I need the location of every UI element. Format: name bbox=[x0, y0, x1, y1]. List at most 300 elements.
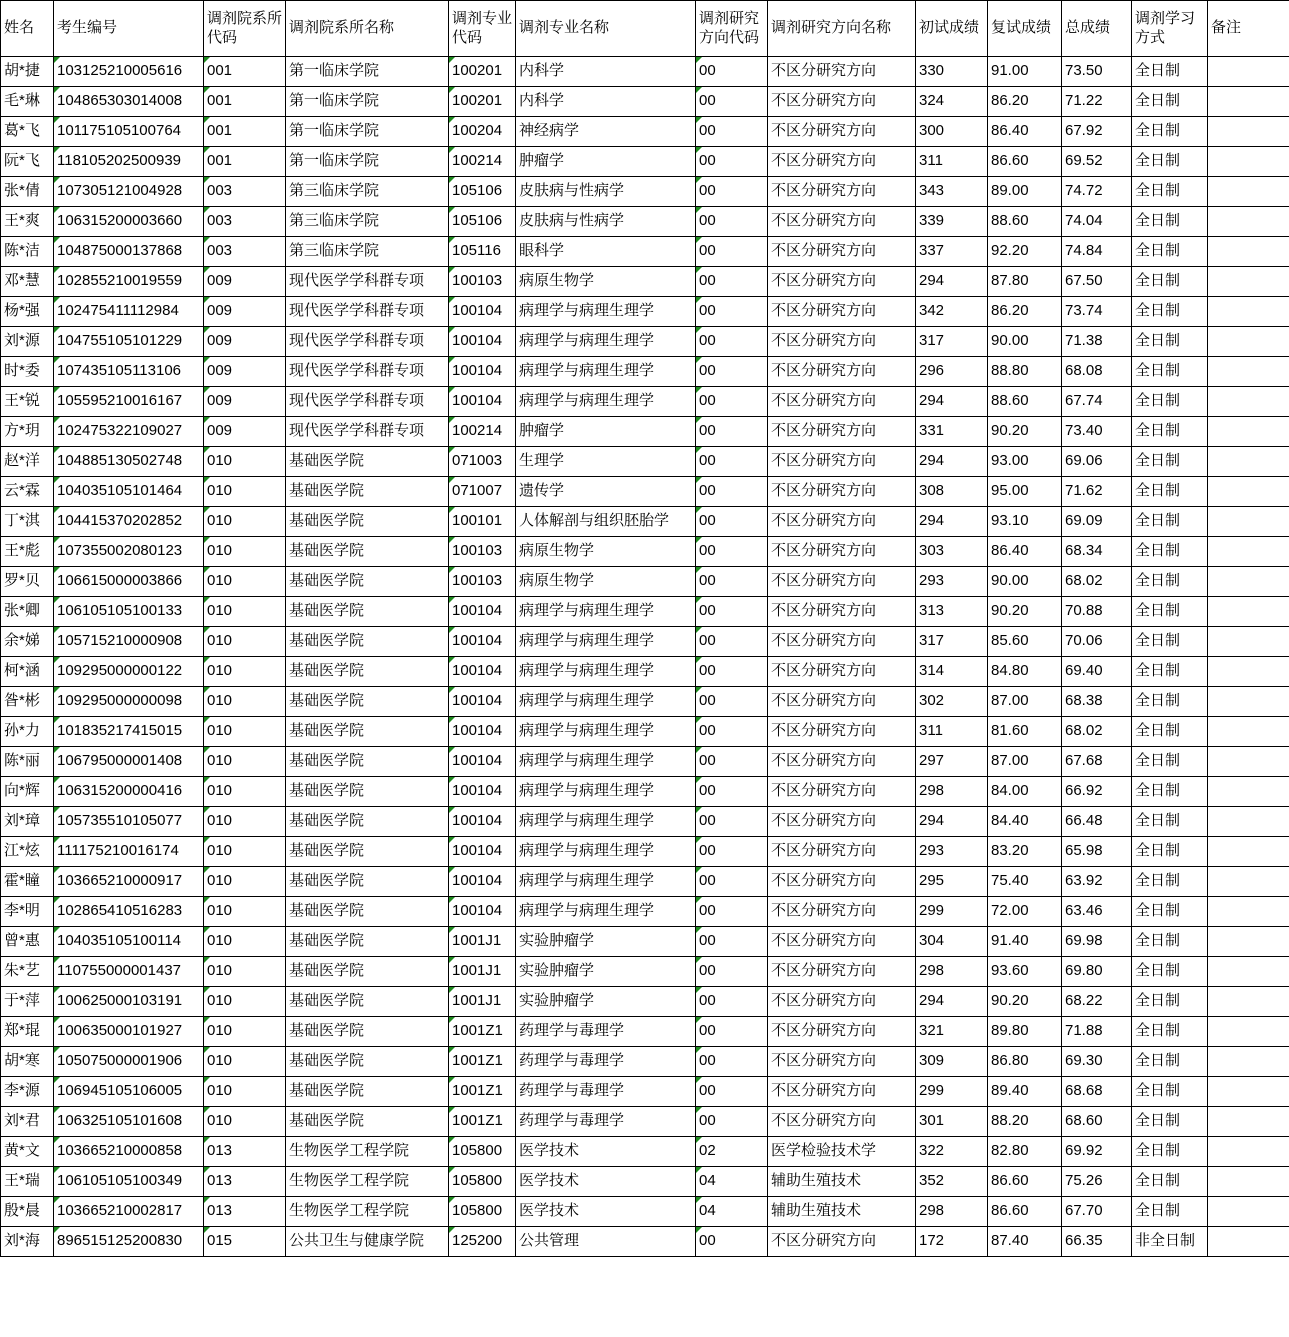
cell[interactable]: 不区分研究方向 bbox=[768, 1047, 916, 1077]
cell[interactable]: 杨*强 bbox=[1, 297, 54, 327]
cell[interactable]: 003 bbox=[204, 177, 286, 207]
cell[interactable]: 106105105100133 bbox=[54, 597, 204, 627]
cell[interactable]: 不区分研究方向 bbox=[768, 687, 916, 717]
cell[interactable]: 不区分研究方向 bbox=[768, 777, 916, 807]
cell[interactable]: 皮肤病与性病学 bbox=[516, 177, 696, 207]
cell[interactable]: 刘*源 bbox=[1, 327, 54, 357]
cell[interactable]: 全日制 bbox=[1132, 897, 1208, 927]
cell[interactable]: 病理学与病理生理学 bbox=[516, 597, 696, 627]
column-header-6[interactable]: 调剂研究方向代码 bbox=[696, 1, 768, 57]
cell[interactable]: 013 bbox=[204, 1137, 286, 1167]
cell[interactable]: 基础医学院 bbox=[286, 1077, 449, 1107]
cell[interactable]: 不区分研究方向 bbox=[768, 657, 916, 687]
cell[interactable]: 106325105101608 bbox=[54, 1107, 204, 1137]
cell[interactable] bbox=[1208, 777, 1289, 807]
cell[interactable]: 009 bbox=[204, 297, 286, 327]
cell[interactable]: 全日制 bbox=[1132, 657, 1208, 687]
cell[interactable]: 73.50 bbox=[1062, 57, 1132, 87]
cell[interactable] bbox=[1208, 1137, 1289, 1167]
cell[interactable]: 陈*丽 bbox=[1, 747, 54, 777]
cell[interactable]: 65.98 bbox=[1062, 837, 1132, 867]
cell[interactable]: 药理学与毒理学 bbox=[516, 1107, 696, 1137]
cell[interactable]: 100635000101927 bbox=[54, 1017, 204, 1047]
cell[interactable]: 黄*文 bbox=[1, 1137, 54, 1167]
cell[interactable]: 现代医学学科群专项 bbox=[286, 267, 449, 297]
cell[interactable]: 317 bbox=[916, 327, 988, 357]
cell[interactable] bbox=[1208, 837, 1289, 867]
cell[interactable]: 全日制 bbox=[1132, 177, 1208, 207]
cell[interactable]: 阮*飞 bbox=[1, 147, 54, 177]
cell[interactable]: 299 bbox=[916, 1077, 988, 1107]
cell[interactable]: 95.00 bbox=[988, 477, 1062, 507]
cell[interactable]: 邓*慧 bbox=[1, 267, 54, 297]
cell[interactable] bbox=[1208, 507, 1289, 537]
cell[interactable] bbox=[1208, 327, 1289, 357]
cell[interactable]: 王*锐 bbox=[1, 387, 54, 417]
cell[interactable]: 337 bbox=[916, 237, 988, 267]
cell[interactable]: 314 bbox=[916, 657, 988, 687]
cell[interactable]: 308 bbox=[916, 477, 988, 507]
cell[interactable]: 全日制 bbox=[1132, 327, 1208, 357]
cell[interactable]: 172 bbox=[916, 1227, 988, 1257]
cell[interactable]: 105116 bbox=[449, 237, 516, 267]
cell[interactable]: 孙*力 bbox=[1, 717, 54, 747]
cell[interactable]: 63.46 bbox=[1062, 897, 1132, 927]
cell[interactable]: 全日制 bbox=[1132, 87, 1208, 117]
cell[interactable]: 106795000001408 bbox=[54, 747, 204, 777]
cell[interactable] bbox=[1208, 237, 1289, 267]
cell[interactable]: 102855210019559 bbox=[54, 267, 204, 297]
cell[interactable]: 医学技术 bbox=[516, 1137, 696, 1167]
cell[interactable]: 82.80 bbox=[988, 1137, 1062, 1167]
cell[interactable]: 86.80 bbox=[988, 1047, 1062, 1077]
cell[interactable]: 病理学与病理生理学 bbox=[516, 327, 696, 357]
cell[interactable]: 74.04 bbox=[1062, 207, 1132, 237]
cell[interactable] bbox=[1208, 987, 1289, 1017]
cell[interactable]: 医学检验技术学 bbox=[768, 1137, 916, 1167]
cell[interactable]: 基础医学院 bbox=[286, 897, 449, 927]
cell[interactable]: 86.40 bbox=[988, 117, 1062, 147]
cell[interactable]: 生物医学工程学院 bbox=[286, 1137, 449, 1167]
cell[interactable]: 04 bbox=[696, 1197, 768, 1227]
cell[interactable]: 69.98 bbox=[1062, 927, 1132, 957]
cell[interactable]: 001 bbox=[204, 87, 286, 117]
cell[interactable]: 86.60 bbox=[988, 1167, 1062, 1197]
cell[interactable]: 100104 bbox=[449, 627, 516, 657]
cell[interactable]: 00 bbox=[696, 987, 768, 1017]
cell[interactable]: 104035105100114 bbox=[54, 927, 204, 957]
cell[interactable]: 云*霖 bbox=[1, 477, 54, 507]
cell[interactable]: 75.26 bbox=[1062, 1167, 1132, 1197]
cell[interactable]: 00 bbox=[696, 117, 768, 147]
cell[interactable]: 04 bbox=[696, 1167, 768, 1197]
cell[interactable]: 刘*海 bbox=[1, 1227, 54, 1257]
cell[interactable]: 68.68 bbox=[1062, 1077, 1132, 1107]
cell[interactable]: 75.40 bbox=[988, 867, 1062, 897]
cell[interactable] bbox=[1208, 447, 1289, 477]
cell[interactable]: 296 bbox=[916, 357, 988, 387]
cell[interactable]: 010 bbox=[204, 927, 286, 957]
cell[interactable]: 66.92 bbox=[1062, 777, 1132, 807]
cell[interactable]: 00 bbox=[696, 237, 768, 267]
cell[interactable]: 00 bbox=[696, 1077, 768, 1107]
cell[interactable] bbox=[1208, 477, 1289, 507]
cell[interactable]: 赵*洋 bbox=[1, 447, 54, 477]
cell[interactable]: 不区分研究方向 bbox=[768, 387, 916, 417]
cell[interactable]: 100104 bbox=[449, 897, 516, 927]
cell[interactable]: 不区分研究方向 bbox=[768, 447, 916, 477]
cell[interactable] bbox=[1208, 957, 1289, 987]
cell[interactable]: 106945105106005 bbox=[54, 1077, 204, 1107]
cell[interactable]: 病理学与病理生理学 bbox=[516, 387, 696, 417]
cell[interactable]: 010 bbox=[204, 807, 286, 837]
cell[interactable]: 不区分研究方向 bbox=[768, 1107, 916, 1137]
cell[interactable]: 88.20 bbox=[988, 1107, 1062, 1137]
cell[interactable]: 74.72 bbox=[1062, 177, 1132, 207]
cell[interactable]: 105800 bbox=[449, 1137, 516, 1167]
cell[interactable]: 病理学与病理生理学 bbox=[516, 627, 696, 657]
cell[interactable]: 全日制 bbox=[1132, 537, 1208, 567]
cell[interactable]: 00 bbox=[696, 657, 768, 687]
cell[interactable]: 330 bbox=[916, 57, 988, 87]
cell[interactable]: 病理学与病理生理学 bbox=[516, 867, 696, 897]
cell[interactable]: 王*彪 bbox=[1, 537, 54, 567]
cell[interactable]: 基础医学院 bbox=[286, 747, 449, 777]
cell[interactable]: 00 bbox=[696, 267, 768, 297]
cell[interactable]: 全日制 bbox=[1132, 567, 1208, 597]
cell[interactable]: 73.40 bbox=[1062, 417, 1132, 447]
cell[interactable]: 100101 bbox=[449, 507, 516, 537]
cell[interactable]: 全日制 bbox=[1132, 1197, 1208, 1227]
cell[interactable]: 丁*淇 bbox=[1, 507, 54, 537]
cell[interactable]: 不区分研究方向 bbox=[768, 807, 916, 837]
cell[interactable]: 生理学 bbox=[516, 447, 696, 477]
cell[interactable]: 294 bbox=[916, 267, 988, 297]
column-header-3[interactable]: 调剂院系所名称 bbox=[286, 1, 449, 57]
cell[interactable]: 皮肤病与性病学 bbox=[516, 207, 696, 237]
cell[interactable]: 311 bbox=[916, 147, 988, 177]
cell[interactable]: 神经病学 bbox=[516, 117, 696, 147]
cell[interactable]: 基础医学院 bbox=[286, 927, 449, 957]
cell[interactable]: 霍*瞳 bbox=[1, 867, 54, 897]
cell[interactable]: 100103 bbox=[449, 267, 516, 297]
cell[interactable]: 不区分研究方向 bbox=[768, 177, 916, 207]
cell[interactable]: 63.92 bbox=[1062, 867, 1132, 897]
cell[interactable]: 100104 bbox=[449, 687, 516, 717]
cell[interactable]: 基础医学院 bbox=[286, 1017, 449, 1047]
cell[interactable]: 现代医学学科群专项 bbox=[286, 417, 449, 447]
cell[interactable]: 张*倩 bbox=[1, 177, 54, 207]
cell[interactable]: 肿瘤学 bbox=[516, 147, 696, 177]
cell[interactable]: 93.60 bbox=[988, 957, 1062, 987]
cell[interactable] bbox=[1208, 1167, 1289, 1197]
cell[interactable] bbox=[1208, 1077, 1289, 1107]
cell[interactable]: 102865410516283 bbox=[54, 897, 204, 927]
cell[interactable]: 101835217415015 bbox=[54, 717, 204, 747]
cell[interactable]: 72.00 bbox=[988, 897, 1062, 927]
cell[interactable] bbox=[1208, 297, 1289, 327]
cell[interactable]: 69.30 bbox=[1062, 1047, 1132, 1077]
cell[interactable]: 不区分研究方向 bbox=[768, 567, 916, 597]
cell[interactable]: 70.88 bbox=[1062, 597, 1132, 627]
cell[interactable]: 不区分研究方向 bbox=[768, 87, 916, 117]
cell[interactable]: 基础医学院 bbox=[286, 537, 449, 567]
column-header-7[interactable]: 调剂研究方向名称 bbox=[768, 1, 916, 57]
cell[interactable]: 293 bbox=[916, 567, 988, 597]
cell[interactable]: 100104 bbox=[449, 867, 516, 897]
cell[interactable]: 013 bbox=[204, 1167, 286, 1197]
cell[interactable]: 不区分研究方向 bbox=[768, 297, 916, 327]
cell[interactable]: 86.20 bbox=[988, 297, 1062, 327]
cell[interactable]: 全日制 bbox=[1132, 777, 1208, 807]
cell[interactable]: 药理学与毒理学 bbox=[516, 1077, 696, 1107]
cell[interactable] bbox=[1208, 897, 1289, 927]
cell[interactable] bbox=[1208, 537, 1289, 567]
cell[interactable]: 1001Z1 bbox=[449, 1107, 516, 1137]
cell[interactable]: 实验肿瘤学 bbox=[516, 957, 696, 987]
cell[interactable] bbox=[1208, 627, 1289, 657]
cell[interactable]: 010 bbox=[204, 477, 286, 507]
cell[interactable]: 009 bbox=[204, 327, 286, 357]
cell[interactable]: 93.10 bbox=[988, 507, 1062, 537]
cell[interactable]: 00 bbox=[696, 1107, 768, 1137]
cell[interactable]: 104755105101229 bbox=[54, 327, 204, 357]
cell[interactable]: 全日制 bbox=[1132, 387, 1208, 417]
cell[interactable]: 1001J1 bbox=[449, 957, 516, 987]
cell[interactable]: 不区分研究方向 bbox=[768, 837, 916, 867]
cell[interactable]: 全日制 bbox=[1132, 1137, 1208, 1167]
cell[interactable]: 100104 bbox=[449, 357, 516, 387]
cell[interactable]: 010 bbox=[204, 1047, 286, 1077]
cell[interactable]: 00 bbox=[696, 837, 768, 867]
cell[interactable]: 生物医学工程学院 bbox=[286, 1197, 449, 1227]
cell[interactable] bbox=[1208, 597, 1289, 627]
cell[interactable] bbox=[1208, 147, 1289, 177]
cell[interactable]: 88.60 bbox=[988, 207, 1062, 237]
cell[interactable]: 胡*寒 bbox=[1, 1047, 54, 1077]
cell[interactable]: 00 bbox=[696, 867, 768, 897]
cell[interactable]: 基础医学院 bbox=[286, 837, 449, 867]
cell[interactable]: 基础医学院 bbox=[286, 687, 449, 717]
cell[interactable]: 298 bbox=[916, 777, 988, 807]
cell[interactable] bbox=[1208, 177, 1289, 207]
cell[interactable]: 00 bbox=[696, 147, 768, 177]
cell[interactable]: 第一临床学院 bbox=[286, 87, 449, 117]
cell[interactable]: 91.00 bbox=[988, 57, 1062, 87]
cell[interactable]: 66.48 bbox=[1062, 807, 1132, 837]
cell[interactable]: 105800 bbox=[449, 1167, 516, 1197]
cell[interactable]: 病原生物学 bbox=[516, 537, 696, 567]
cell[interactable]: 010 bbox=[204, 567, 286, 597]
cell[interactable]: 1001Z1 bbox=[449, 1017, 516, 1047]
cell[interactable]: 00 bbox=[696, 597, 768, 627]
cell[interactable]: 00 bbox=[696, 57, 768, 87]
cell[interactable]: 全日制 bbox=[1132, 447, 1208, 477]
cell[interactable]: 第三临床学院 bbox=[286, 177, 449, 207]
cell[interactable] bbox=[1208, 1047, 1289, 1077]
cell[interactable]: 309 bbox=[916, 1047, 988, 1077]
cell[interactable]: 107305121004928 bbox=[54, 177, 204, 207]
cell[interactable]: 104865303014008 bbox=[54, 87, 204, 117]
cell[interactable]: 全日制 bbox=[1132, 1167, 1208, 1197]
cell[interactable]: 294 bbox=[916, 387, 988, 417]
cell[interactable]: 00 bbox=[696, 687, 768, 717]
cell[interactable]: 00 bbox=[696, 777, 768, 807]
cell[interactable] bbox=[1208, 1197, 1289, 1227]
cell[interactable]: 67.74 bbox=[1062, 387, 1132, 417]
column-header-1[interactable]: 考生编号 bbox=[54, 1, 204, 57]
cell[interactable]: 87.40 bbox=[988, 1227, 1062, 1257]
cell[interactable]: 71.88 bbox=[1062, 1017, 1132, 1047]
cell[interactable]: 89.40 bbox=[988, 1077, 1062, 1107]
cell[interactable]: 68.02 bbox=[1062, 567, 1132, 597]
cell[interactable]: 100103 bbox=[449, 537, 516, 567]
cell[interactable]: 基础医学院 bbox=[286, 507, 449, 537]
cell[interactable]: 295 bbox=[916, 867, 988, 897]
cell[interactable]: 104035105101464 bbox=[54, 477, 204, 507]
cell[interactable]: 00 bbox=[696, 477, 768, 507]
cell[interactable]: 00 bbox=[696, 537, 768, 567]
cell[interactable] bbox=[1208, 417, 1289, 447]
cell[interactable] bbox=[1208, 717, 1289, 747]
cell[interactable] bbox=[1208, 117, 1289, 147]
cell[interactable]: 实验肿瘤学 bbox=[516, 927, 696, 957]
cell[interactable]: 不区分研究方向 bbox=[768, 417, 916, 447]
cell[interactable]: 86.60 bbox=[988, 1197, 1062, 1227]
cell[interactable]: 全日制 bbox=[1132, 837, 1208, 867]
cell[interactable]: 69.80 bbox=[1062, 957, 1132, 987]
cell[interactable]: 294 bbox=[916, 987, 988, 1017]
cell[interactable]: 67.68 bbox=[1062, 747, 1132, 777]
cell[interactable]: 遗传学 bbox=[516, 477, 696, 507]
cell[interactable]: 00 bbox=[696, 87, 768, 117]
cell[interactable]: 不区分研究方向 bbox=[768, 507, 916, 537]
cell[interactable]: 71.22 bbox=[1062, 87, 1132, 117]
cell[interactable]: 010 bbox=[204, 657, 286, 687]
cell[interactable]: 不区分研究方向 bbox=[768, 57, 916, 87]
cell[interactable]: 基础医学院 bbox=[286, 627, 449, 657]
cell[interactable]: 基础医学院 bbox=[286, 597, 449, 627]
cell[interactable]: 基础医学院 bbox=[286, 1107, 449, 1137]
cell[interactable]: 106315200003660 bbox=[54, 207, 204, 237]
cell[interactable]: 100214 bbox=[449, 147, 516, 177]
cell[interactable]: 不区分研究方向 bbox=[768, 717, 916, 747]
cell[interactable]: 朱*艺 bbox=[1, 957, 54, 987]
cell[interactable]: 69.40 bbox=[1062, 657, 1132, 687]
cell[interactable]: 病原生物学 bbox=[516, 567, 696, 597]
cell[interactable] bbox=[1208, 807, 1289, 837]
cell[interactable]: 全日制 bbox=[1132, 297, 1208, 327]
cell[interactable]: 101175105100764 bbox=[54, 117, 204, 147]
cell[interactable]: 102475411112984 bbox=[54, 297, 204, 327]
cell[interactable]: 基础医学院 bbox=[286, 867, 449, 897]
cell[interactable]: 68.22 bbox=[1062, 987, 1132, 1017]
cell[interactable]: 不区分研究方向 bbox=[768, 477, 916, 507]
cell[interactable]: 全日制 bbox=[1132, 1017, 1208, 1047]
cell[interactable]: 105106 bbox=[449, 207, 516, 237]
cell[interactable]: 342 bbox=[916, 297, 988, 327]
cell[interactable]: 107435105113106 bbox=[54, 357, 204, 387]
cell[interactable]: 009 bbox=[204, 357, 286, 387]
cell[interactable]: 病理学与病理生理学 bbox=[516, 717, 696, 747]
cell[interactable]: 89.80 bbox=[988, 1017, 1062, 1047]
cell[interactable]: 病理学与病理生理学 bbox=[516, 837, 696, 867]
cell[interactable]: 不区分研究方向 bbox=[768, 897, 916, 927]
cell[interactable]: 010 bbox=[204, 1107, 286, 1137]
cell[interactable]: 003 bbox=[204, 237, 286, 267]
cell[interactable]: 105715210000908 bbox=[54, 627, 204, 657]
cell[interactable]: 余*娣 bbox=[1, 627, 54, 657]
cell[interactable]: 刘*君 bbox=[1, 1107, 54, 1137]
cell[interactable]: 67.50 bbox=[1062, 267, 1132, 297]
cell[interactable]: 00 bbox=[696, 447, 768, 477]
cell[interactable]: 311 bbox=[916, 717, 988, 747]
cell[interactable]: 药理学与毒理学 bbox=[516, 1017, 696, 1047]
cell[interactable]: 眼科学 bbox=[516, 237, 696, 267]
cell[interactable]: 896515125200830 bbox=[54, 1227, 204, 1257]
cell[interactable]: 84.40 bbox=[988, 807, 1062, 837]
cell[interactable]: 现代医学学科群专项 bbox=[286, 297, 449, 327]
cell[interactable]: 071003 bbox=[449, 447, 516, 477]
cell[interactable]: 1001Z1 bbox=[449, 1047, 516, 1077]
cell[interactable]: 100104 bbox=[449, 777, 516, 807]
cell[interactable]: 生物医学工程学院 bbox=[286, 1167, 449, 1197]
cell[interactable]: 不区分研究方向 bbox=[768, 957, 916, 987]
cell[interactable]: 医学技术 bbox=[516, 1197, 696, 1227]
cell[interactable]: 003 bbox=[204, 207, 286, 237]
cell[interactable]: 81.60 bbox=[988, 717, 1062, 747]
cell[interactable]: 全日制 bbox=[1132, 1107, 1208, 1137]
cell[interactable]: 现代医学学科群专项 bbox=[286, 327, 449, 357]
cell[interactable]: 111175210016174 bbox=[54, 837, 204, 867]
cell[interactable]: 基础医学院 bbox=[286, 987, 449, 1017]
cell[interactable]: 331 bbox=[916, 417, 988, 447]
cell[interactable]: 1001J1 bbox=[449, 927, 516, 957]
cell[interactable] bbox=[1208, 357, 1289, 387]
cell[interactable]: 00 bbox=[696, 957, 768, 987]
cell[interactable]: 昝*彬 bbox=[1, 687, 54, 717]
cell[interactable]: 00 bbox=[696, 387, 768, 417]
cell[interactable]: 294 bbox=[916, 507, 988, 537]
cell[interactable]: 于*萍 bbox=[1, 987, 54, 1017]
cell[interactable]: 病理学与病理生理学 bbox=[516, 687, 696, 717]
cell[interactable] bbox=[1208, 867, 1289, 897]
cell[interactable]: 郑*琨 bbox=[1, 1017, 54, 1047]
cell[interactable]: 不区分研究方向 bbox=[768, 1017, 916, 1047]
cell[interactable]: 67.70 bbox=[1062, 1197, 1132, 1227]
cell[interactable]: 013 bbox=[204, 1197, 286, 1227]
cell[interactable]: 84.80 bbox=[988, 657, 1062, 687]
cell[interactable]: 00 bbox=[696, 357, 768, 387]
cell[interactable]: 68.08 bbox=[1062, 357, 1132, 387]
cell[interactable]: 104415370202852 bbox=[54, 507, 204, 537]
cell[interactable]: 00 bbox=[696, 177, 768, 207]
cell[interactable] bbox=[1208, 1017, 1289, 1047]
cell[interactable]: 93.00 bbox=[988, 447, 1062, 477]
cell[interactable]: 118105202500939 bbox=[54, 147, 204, 177]
cell[interactable]: 294 bbox=[916, 447, 988, 477]
cell[interactable]: 基础医学院 bbox=[286, 777, 449, 807]
cell[interactable]: 86.20 bbox=[988, 87, 1062, 117]
cell[interactable]: 010 bbox=[204, 777, 286, 807]
cell[interactable]: 125200 bbox=[449, 1227, 516, 1257]
cell[interactable]: 曾*惠 bbox=[1, 927, 54, 957]
cell[interactable]: 317 bbox=[916, 627, 988, 657]
cell[interactable]: 83.20 bbox=[988, 837, 1062, 867]
cell[interactable]: 010 bbox=[204, 627, 286, 657]
cell[interactable]: 009 bbox=[204, 387, 286, 417]
cell[interactable]: 100104 bbox=[449, 297, 516, 327]
